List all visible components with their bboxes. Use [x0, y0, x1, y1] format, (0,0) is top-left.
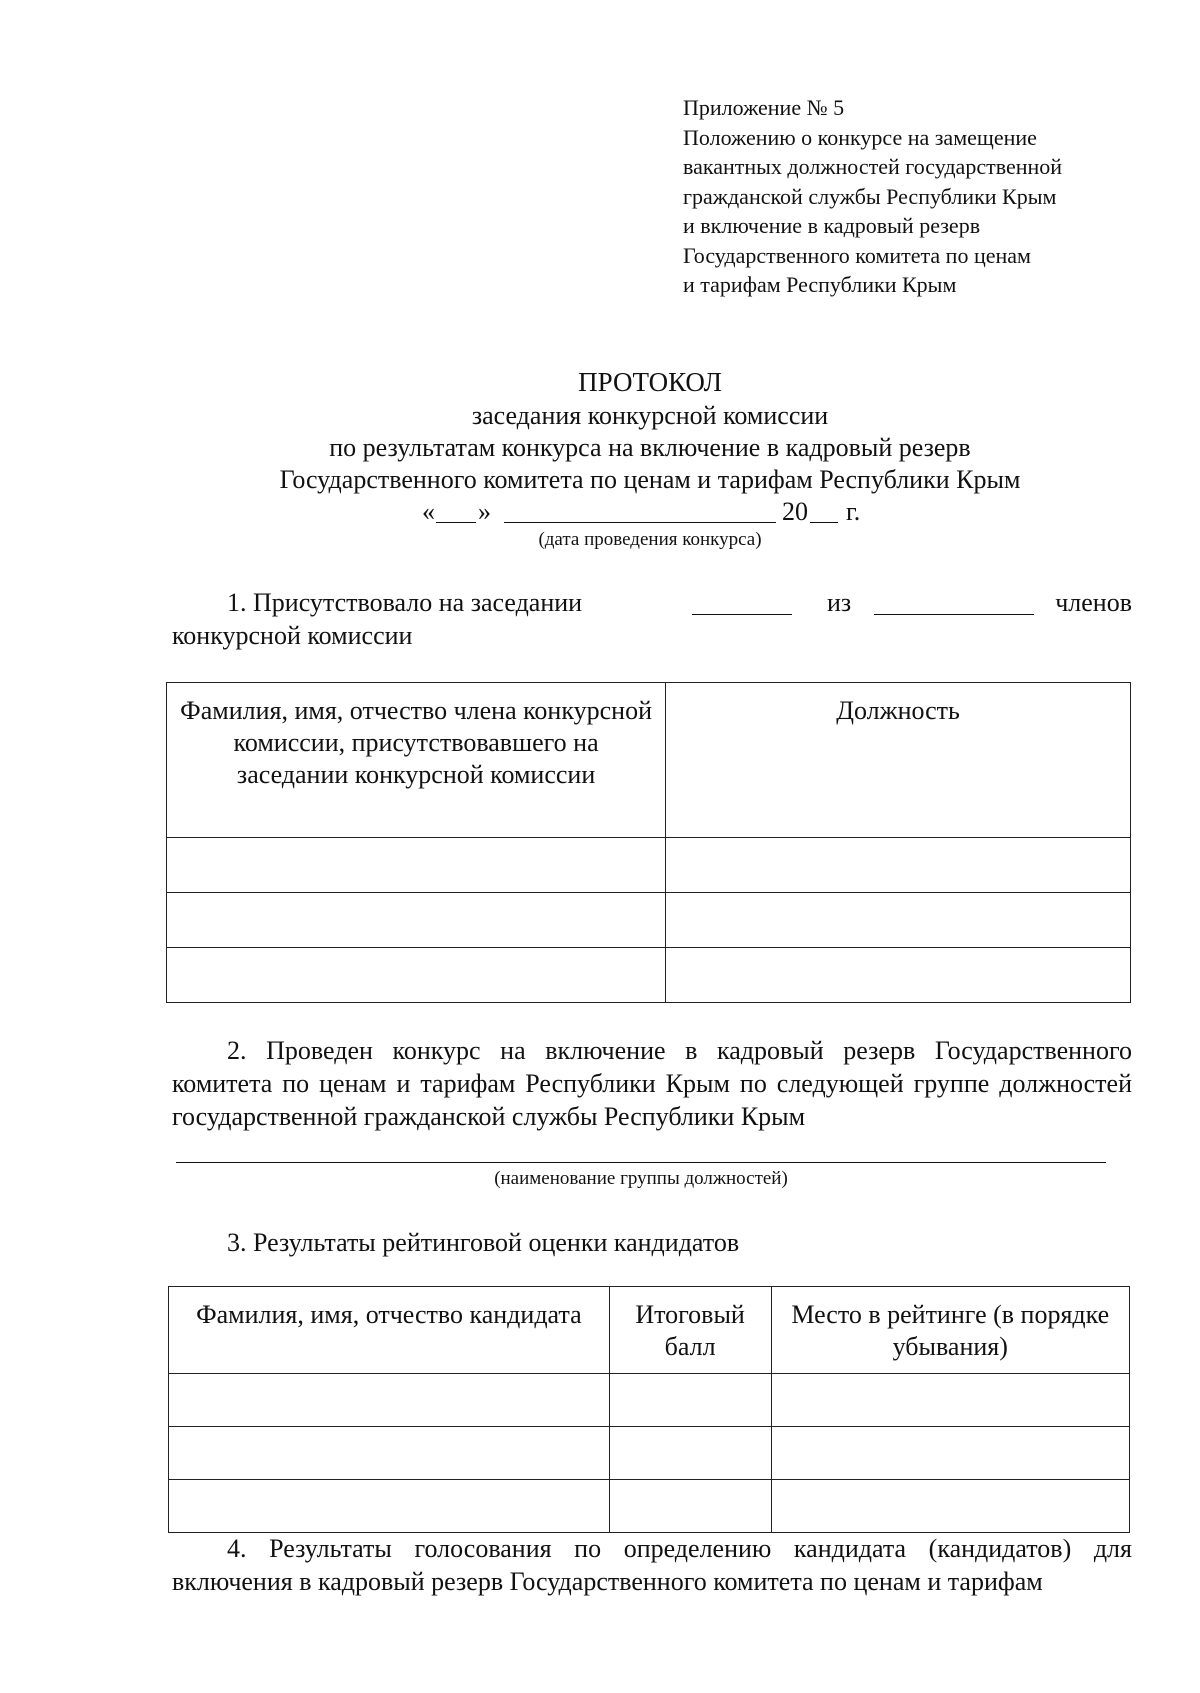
table-cell[interactable] [771, 1480, 1130, 1533]
header-cell-candidate-name: Фамилия, имя, отчество кандидата [169, 1287, 610, 1374]
header-cell-rating-place: Место в рейтинге (в порядке убывания) [771, 1287, 1130, 1374]
date-line [160, 496, 1140, 528]
table-cell[interactable] [609, 1427, 771, 1480]
total-count-blank[interactable] [874, 590, 1034, 615]
table-cell[interactable] [609, 1374, 771, 1427]
table-cell[interactable] [666, 838, 1131, 893]
title-line-1: заседания конкурсной комиссии [471, 401, 829, 430]
document-heading: ПРОТОКОЛ [578, 367, 722, 397]
table-cell[interactable] [169, 1480, 610, 1533]
table-row [169, 1374, 1130, 1427]
table-cell[interactable] [666, 948, 1131, 1003]
date-suffix: г. [846, 497, 861, 526]
section-1-text-of: из [827, 588, 852, 617]
section-3-text: 3. Результаты рейтинговой оценки кандидатов [227, 1228, 740, 1257]
header-cell-name: Фамилия, имя, отчество члена конкурсной комиссии, присутствовавшего на заседании конкурсной комиссии [167, 683, 666, 838]
date-month-blank[interactable] [504, 496, 776, 523]
table-header-row [167, 683, 1131, 838]
table-header-row [169, 1287, 1130, 1374]
table-cell[interactable] [666, 893, 1131, 948]
table-cell[interactable] [169, 1427, 610, 1480]
section-2-text: 2. Проведен конкурс на включение в кадровый резерв Государственного комитета по ценам и тарифам Республики Крым по следующей группе должностей государственной гражданской службы Республики Крым [172, 1036, 1132, 1131]
title-line-2: по результатам конкурса на включение в кадровый резерв [329, 433, 971, 462]
table-row [169, 1427, 1130, 1480]
appendix-block [683, 93, 1123, 300]
header-cell-total-score: Итоговый балл [609, 1287, 771, 1374]
section-1-text-present: 1. Присутствовало на заседании [227, 588, 583, 617]
section-4-text: 4. Результаты голосования по определению кандидата (кандидатов) для включения в кадровый резерв Государственного комитета по ценам и тарифам [172, 1534, 1132, 1596]
section-1-text-members: членов [1055, 588, 1132, 617]
table-cell[interactable] [609, 1480, 771, 1533]
table-cell[interactable] [167, 948, 666, 1003]
appendix-line: Приложение № 5 [683, 95, 845, 120]
section-1-line-2: конкурсной комиссии [172, 621, 413, 650]
appendix-line: Положению о конкурсе на замещение [683, 124, 1037, 150]
candidate-rating-table [168, 1286, 1130, 1533]
section-1 [172, 586, 1132, 652]
present-count-blank[interactable] [692, 590, 792, 615]
group-name-caption: (наименование группы должностей) [494, 1168, 788, 1189]
header-cell-position: Должность [666, 683, 1131, 838]
commission-members-table [166, 682, 1131, 1003]
appendix-line: и тарифам Республики Крым [683, 272, 957, 297]
group-name-blank[interactable] [176, 1162, 1106, 1163]
table-cell[interactable] [167, 838, 666, 893]
title-block [160, 364, 1140, 552]
appendix-line: вакантных должностей государственной [683, 154, 1063, 179]
appendix-line: гражданской службы Республики Крым [683, 183, 1057, 209]
table-cell[interactable] [169, 1374, 610, 1427]
table-row [167, 948, 1131, 1003]
title-line-3: Государственного комитета по ценам и тарифам Республики Крым [279, 465, 1021, 494]
date-day-blank[interactable] [436, 496, 476, 523]
date-year-blank[interactable] [810, 496, 838, 523]
appendix-line: Государственного комитета по ценам [683, 242, 1031, 268]
table-row [167, 893, 1131, 948]
table-cell[interactable] [167, 893, 666, 948]
date-open-quote: « [422, 497, 435, 526]
table-row [169, 1480, 1130, 1533]
section-1-line-1 [172, 586, 1132, 619]
table-cell[interactable] [771, 1374, 1130, 1427]
appendix-line: и включение в кадровый резерв [683, 213, 981, 238]
table-row [167, 838, 1131, 893]
date-caption: (дата проведения конкурса) [538, 529, 762, 550]
table-cell[interactable] [771, 1427, 1130, 1480]
date-close-quote: » [478, 497, 491, 526]
date-year-prefix: 20 [782, 497, 808, 526]
